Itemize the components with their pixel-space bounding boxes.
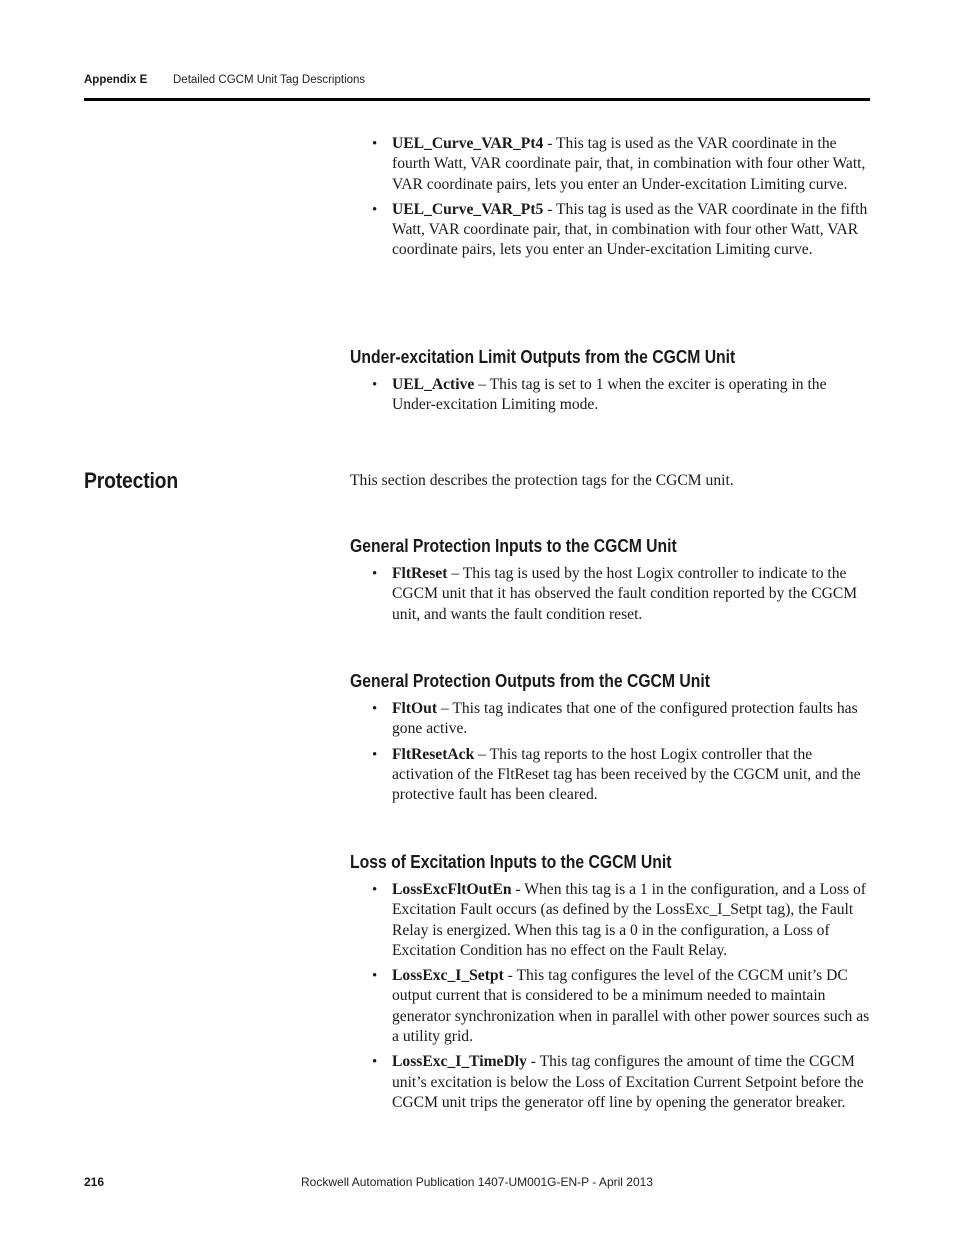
tag-term: UEL_Curve_VAR_Pt4 [392,135,544,152]
general-protection-outputs-list [350,699,870,805]
tag-description: - This tag is used as the VAR coordinate in the fourth Watt, VAR coordinate pair, that, in combination with four other Watt, VAR coordinate pairs, lets you enter an Under-excitation Limiting curve. [392,135,866,193]
list-item [350,1052,870,1113]
uel-curve-list-block [350,134,870,266]
list-item [350,375,870,416]
general-protection-outputs-section [350,669,870,810]
list-item [350,134,870,195]
protection-intro: This section describes the protection tags for the CGCM unit. [350,472,734,489]
list-item [350,699,870,740]
uel-curve-list [350,134,870,261]
subsection-heading: Under-excitation Limit Outputs from the CGCM Unit [350,346,736,367]
tag-term: FltResetAck [392,745,475,763]
tag-term: FltReset [392,565,448,582]
tag-term: LossExc_I_TimeDly [392,1053,527,1071]
tag-description: - This tag configures the amount of time the CGCM unit’s excitation is below the Loss of Excitation Current Setpoint before the CGCM unit trips the generator off line by opening the generator breaker. [392,1053,864,1111]
section-heading-protection: Protection [84,468,178,493]
header-title: Detailed CGCM Unit Tag Descriptions [173,74,366,86]
tag-description: – This tag reports to the host Logix controller that the activation of the FltReset tag has been received by the CGCM unit, and the protective fault has been cleared. [392,745,861,804]
page-number: 216 [84,1175,105,1189]
list-item [350,200,870,261]
list-item [350,880,870,961]
tag-description: – This tag is used by the host Logix controller to indicate to the CGCM unit that it has observed the fault condition reported by the CGCM unit, and wants the fault condition reset. [392,565,858,623]
tag-description: - This tag configures the level of the CGCM unit’s DC output current that is considered to be a minimum needed to maintain generator synchronization when in parallel with other power sources such as a utility grid. [392,967,870,1046]
general-protection-inputs-list [350,564,870,625]
general-protection-inputs-section [350,534,870,630]
loss-of-excitation-inputs-list [350,880,870,1113]
tag-term: FltOut [392,700,438,717]
subsection-heading: Loss of Excitation Inputs to the CGCM Unit [350,851,672,872]
list-item [350,966,870,1047]
list-item [350,745,870,806]
subsection-heading: General Protection Inputs to the CGCM Unit [350,535,677,556]
uel-outputs-section [350,345,870,421]
tag-description: - When this tag is a 1 in the configuration, and a Loss of Excitation Fault occurs (as defined by the LossExc_I_Setpt tag), the Fault Relay is energized. When this tag is a 0 in the configuration, a Loss of Excitation Condition has no effect on the Fault Relay. [392,881,866,959]
tag-description: - This tag is used as the VAR coordinate in the fifth Watt, VAR coordinate pair, that, in combination with four other Watt, VAR coordinate pairs, lets you enter an Under-excitation Limiting curve. [392,200,868,259]
tag-term: LossExcFltOutEn [392,881,512,898]
subsection-heading: General Protection Outputs from the CGCM Unit [350,670,710,691]
protection-intro-block [350,471,870,491]
tag-description: – This tag indicates that one of the configured protection faults has gone active. [392,700,858,738]
uel-outputs-list [350,375,870,416]
tag-term: LossExc_I_Setpt [392,967,504,985]
loss-of-excitation-inputs-section [350,850,870,1118]
tag-term: UEL_Active [392,376,475,393]
page-header [84,72,870,101]
publication-info: Rockwell Automation Publication 1407-UM001G-EN-P - April 2013 [301,1175,653,1189]
list-item [350,564,870,625]
tag-term: UEL_Curve_VAR_Pt5 [392,200,544,218]
appendix-label: Appendix E [84,74,148,86]
tag-description: – This tag is set to 1 when the exciter is operating in the Under-excitation Limiting mode. [392,376,827,414]
